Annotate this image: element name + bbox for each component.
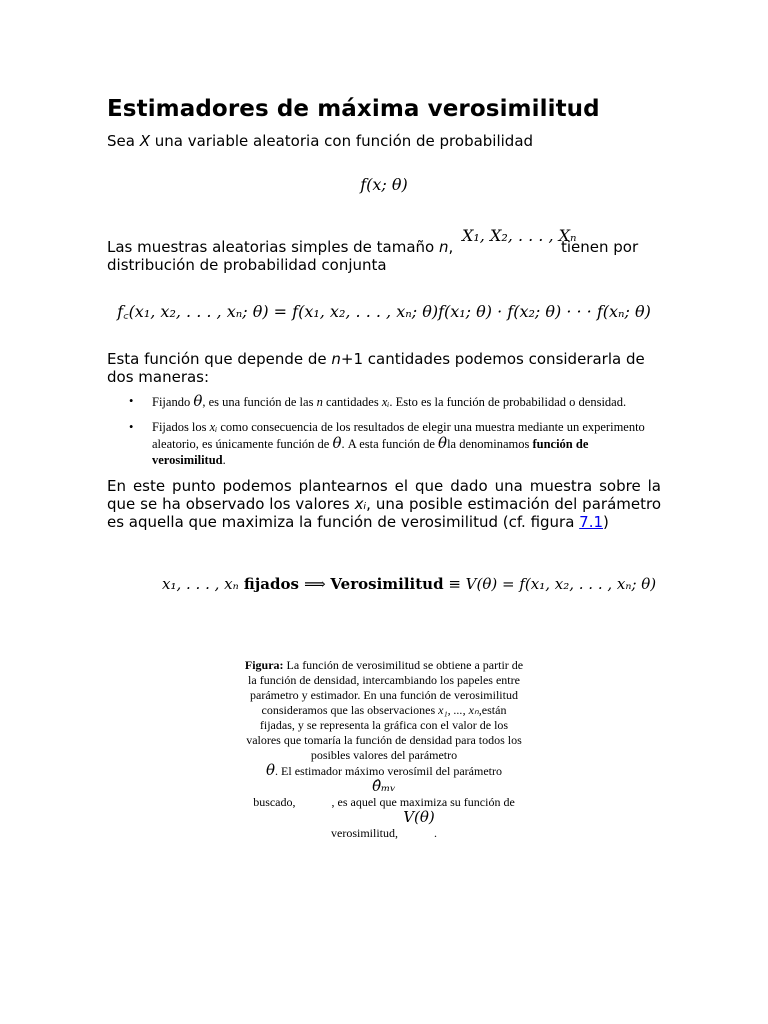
estimation-paragraph: En este punto podemos plantearnos el que dado una muestra sobre la que se ha observado los valores xᵢ, una posible estimación del parámetro es aquella que maximiza la función de verosimilitud (cf. figura 7.1)	[107, 477, 661, 531]
figure-link[interactable]: 7.1	[579, 513, 604, 531]
likelihood-symbol: V(θ)	[403, 808, 435, 826]
estimator-symbol: θ̂ₘᵥ	[372, 777, 396, 795]
bullet-list	[107, 393, 661, 477]
bullet-icon: •	[129, 394, 134, 408]
bullet-icon: •	[129, 420, 134, 434]
intro-text-before: Sea	[107, 132, 140, 150]
equation-joint: f꜀(x₁, x₂, . . . , xₙ; θ) = f(x₁, x₂, . . . , xₙ; θ)f(x₁; θ) · f(x₂; θ) · · · f(xₙ; θ)	[117, 302, 651, 321]
list-item: • Fijando θ, es una función de las n cantidades xᵢ. Esto es la función de probabilidad o densidad.	[129, 392, 627, 410]
samples-paragraph	[107, 238, 661, 274]
samples-after-vars: tienen por	[561, 238, 639, 256]
list-item: • Fijados los xᵢ como consecuencia de los resultados de elegir una muestra mediante un experimento aleatorio, es únicamente función de θ. A esta función de θla denominamos función de verosimilitud.	[129, 420, 645, 467]
samples-line2: distribución de probabilidad conjunta	[107, 256, 387, 274]
page-title: Estimadores de máxima verosimilitud	[107, 96, 600, 122]
function-paragraph: Esta función que depende de n+1 cantidades podemos considerarla de dos maneras:	[107, 350, 645, 386]
intro-paragraph	[107, 132, 533, 150]
caption-label: Figura:	[244, 658, 284, 672]
equation-likelihood: x₁, . . . , xₙ fijados ⟹ Verosimilitud ≡ V(θ) = f(x₁, x₂, . . . , xₙ; θ)	[162, 575, 657, 593]
intro-text-after: una variable aleatoria con función de probabilidad	[150, 132, 534, 150]
equation-density: f(x; θ)	[360, 175, 408, 194]
figure-caption: Figura: La función de verosimilitud se obtiene a partir de la función de densidad, intercambiando los papeles entre parámetro y estimador. En una función de verosimilitud consideramos que las observaciones x₁, ..., xₙ,están fijadas, y se representa la gráfica con el valor de los valores que tomaría la función de densidad para todos los posibles valores del parámetro θ. El estimador máximo verosímil del parámetro θ̂ₘᵥ buscado, , es aquel que maximiza su función de V(θ) verosimilitud, .	[244, 658, 524, 840]
intro-var: X	[139, 132, 150, 150]
samples-line1: Las muestras aleatorias simples de tamaño n,	[107, 238, 454, 256]
sample-variables: X₁, X₂, . . . , Xₙ	[462, 226, 577, 245]
